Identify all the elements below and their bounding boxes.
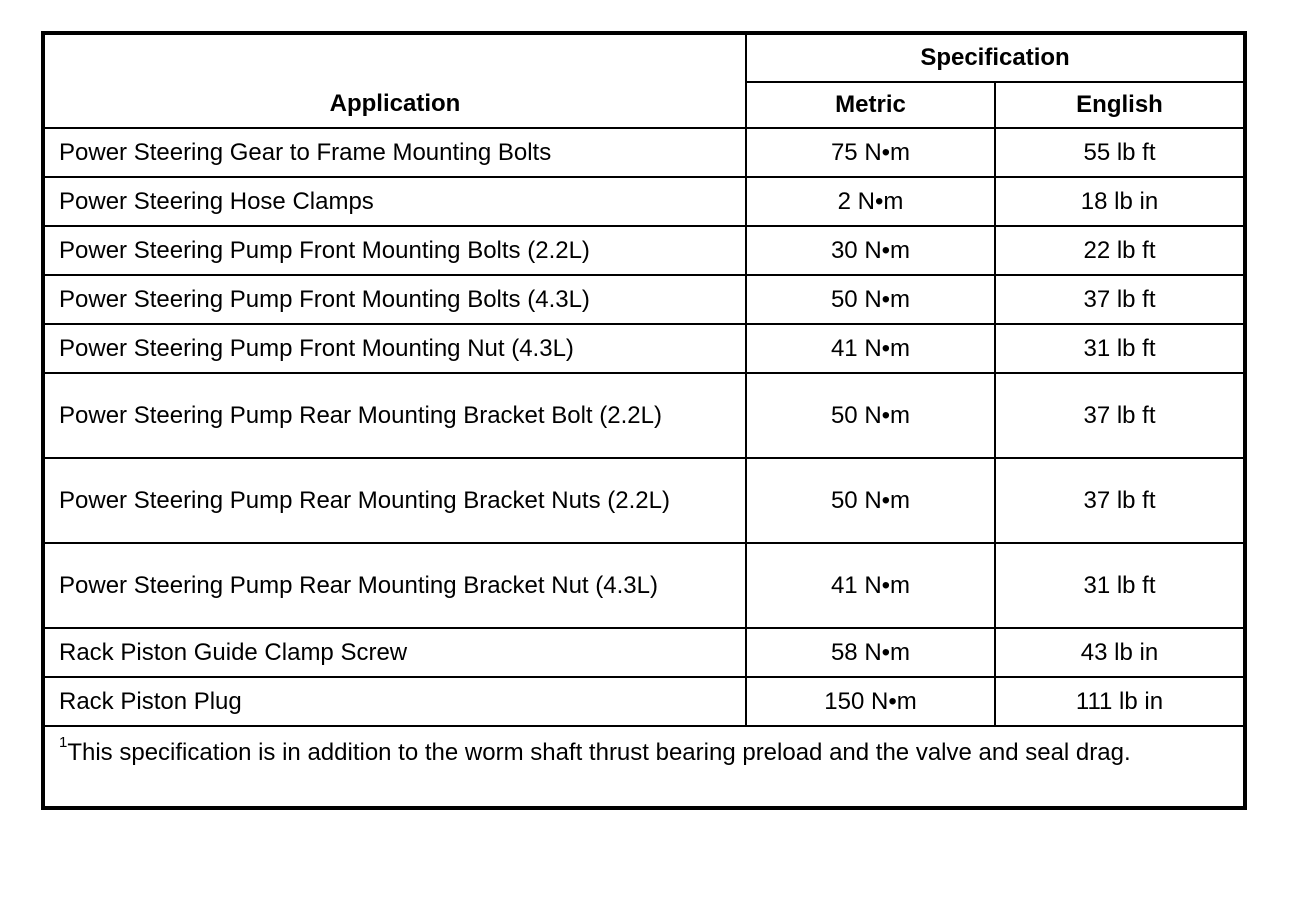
table-row (43, 226, 1245, 275)
metric-cell: 30 N•m (746, 226, 995, 275)
english-cell: 111 lb in (995, 677, 1245, 726)
english-cell: 18 lb in (995, 177, 1245, 226)
application-cell: Power Steering Pump Front Mounting Bolts (2.2L) (43, 226, 746, 275)
english-cell: 31 lb ft (995, 543, 1245, 628)
table-row (43, 373, 1245, 458)
metric-cell: 58 N•m (746, 628, 995, 677)
metric-cell: 2 N•m (746, 177, 995, 226)
metric-cell: 75 N•m (746, 128, 995, 177)
english-cell: 55 lb ft (995, 128, 1245, 177)
application-cell: Power Steering Hose Clamps (43, 177, 746, 226)
torque-spec-table (41, 31, 1247, 810)
table-row (43, 177, 1245, 226)
application-cell: Rack Piston Guide Clamp Screw (43, 628, 746, 677)
footnote-marker: 1 (59, 734, 68, 751)
application-cell: Power Steering Pump Rear Mounting Bracket Bolt (2.2L) (43, 373, 746, 458)
application-cell: Power Steering Pump Rear Mounting Bracket Nuts (2.2L) (43, 458, 746, 543)
footnote-cell (43, 726, 1245, 808)
metric-cell: 41 N•m (746, 324, 995, 373)
english-cell: 31 lb ft (995, 324, 1245, 373)
metric-cell: 150 N•m (746, 677, 995, 726)
application-cell: Rack Piston Plug (43, 677, 746, 726)
application-cell: Power Steering Pump Front Mounting Bolts (4.3L) (43, 275, 746, 324)
metric-cell: 50 N•m (746, 373, 995, 458)
table-row (43, 324, 1245, 373)
table-row (43, 458, 1245, 543)
table-row (43, 677, 1245, 726)
header-row-top (43, 33, 1245, 82)
table-row (43, 628, 1245, 677)
metric-cell: 50 N•m (746, 458, 995, 543)
english-cell: 43 lb in (995, 628, 1245, 677)
table-row (43, 275, 1245, 324)
english-cell: 37 lb ft (995, 373, 1245, 458)
english-cell: 37 lb ft (995, 458, 1245, 543)
english-cell: 37 lb ft (995, 275, 1245, 324)
footnote-text: This specification is in addition to the worm shaft thrust bearing preload and the valve and seal drag. (67, 739, 1131, 766)
header-metric: Metric (746, 82, 995, 128)
header-specification: Specification (746, 33, 1245, 82)
application-cell: Power Steering Pump Rear Mounting Bracket Nut (4.3L) (43, 543, 746, 628)
table-row (43, 543, 1245, 628)
application-cell: Power Steering Gear to Frame Mounting Bolts (43, 128, 746, 177)
metric-cell: 41 N•m (746, 543, 995, 628)
footnote-row (43, 726, 1245, 808)
header-application: Application (43, 33, 746, 128)
application-cell: Power Steering Pump Front Mounting Nut (4.3L) (43, 324, 746, 373)
metric-cell: 50 N•m (746, 275, 995, 324)
table-row (43, 128, 1245, 177)
english-cell: 22 lb ft (995, 226, 1245, 275)
header-english: English (995, 82, 1245, 128)
